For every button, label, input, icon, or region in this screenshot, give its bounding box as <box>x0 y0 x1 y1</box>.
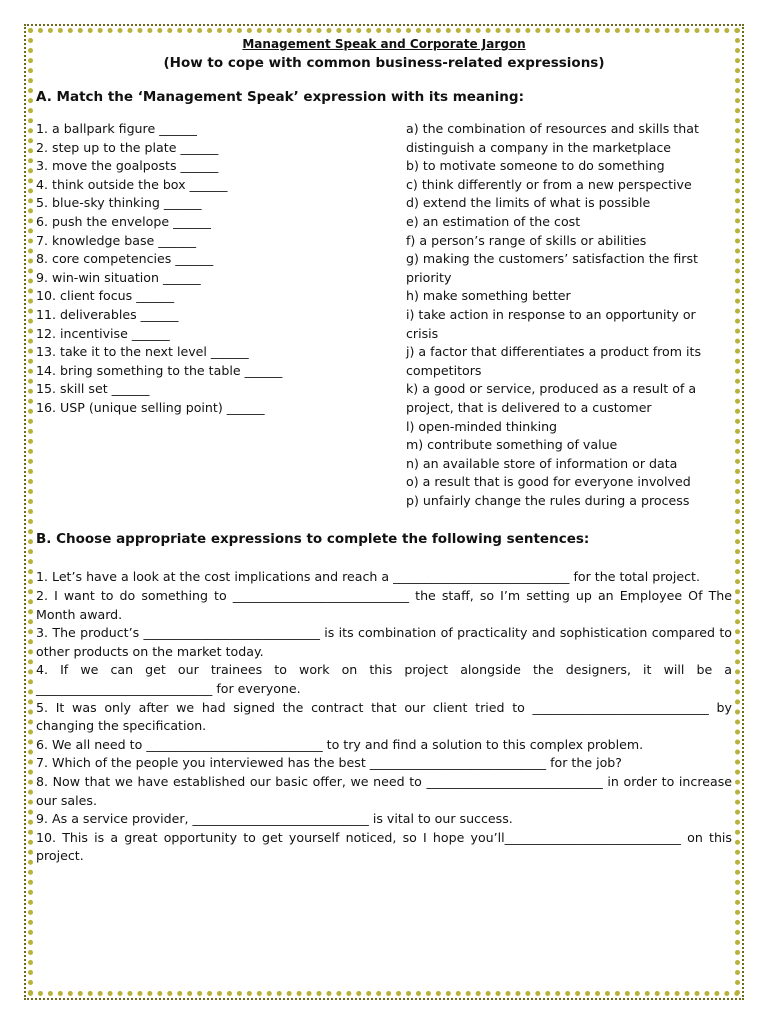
expression-item: 1. a ballpark figure ______ <box>36 121 197 136</box>
expression-item: 4. think outside the box ______ <box>36 176 228 192</box>
expression-item: 3. move the goalposts ______ <box>36 158 219 174</box>
sentence-item: 6. We all need to ____________________________ to try and find a solution to this complex problem. <box>36 736 644 752</box>
expression-item: 11. deliverables ______ <box>36 306 179 322</box>
meaning-item: j) a factor that differentiates a product from its competitors <box>406 344 702 378</box>
meaning-item: h) make something better <box>406 288 571 304</box>
meaning-item: i) take action in response to an opportunity or crisis <box>406 306 696 341</box>
meaning-item: d) extend the limits of what is possible <box>406 195 651 211</box>
sentence-item: 4. If we can get our trainees to work on this project alongside the designers, it will be a ____________________________ for everyone. <box>36 662 732 697</box>
expression-list <box>36 120 406 510</box>
sentence-item: 7. Which of the people you interviewed has the best ____________________________ for the job? <box>36 755 622 771</box>
meaning-list <box>406 120 728 510</box>
expression-item: 10. client focus ______ <box>36 288 175 304</box>
expression-item: 16. USP (unique selling point) ______ <box>36 399 265 415</box>
section-b-heading: B. Choose appropriate expressions to complete the following sentences: <box>36 531 590 548</box>
expression-item: 9. win-win situation ______ <box>36 269 201 285</box>
matching-exercise <box>36 120 732 510</box>
meaning-item: n) an available store of information or data <box>406 455 678 471</box>
sentence-item: 3. The product’s ____________________________ is its combination of practicality and sophistication compared to other products on the market today. <box>36 625 732 659</box>
section-a-heading: A. Match the ‘Management Speak’ expression with its meaning: <box>36 89 524 105</box>
meaning-item: b) to motivate someone to do something <box>406 158 665 174</box>
sentence-item: 2. I want to do something to ____________________________ the staff, so I’m setting up an Employee Of The Month award. <box>36 588 732 622</box>
expression-item: 2. step up to the plate ______ <box>36 139 219 155</box>
meaning-item: e) an estimation of the cost <box>406 213 581 229</box>
sentence-item: 8. Now that we have established our basic offer, we need to ____________________________ in order to increase our sales. <box>36 774 732 808</box>
meaning-item: c) think differently or from a new perspective <box>406 176 692 192</box>
meaning-item: p) unfairly change the rules during a process <box>406 492 690 508</box>
sentence-item: 10. This is a great opportunity to get yourself noticed, so I hope you’ll____________________________ on this project. <box>36 829 732 864</box>
expression-item: 12. incentivise ______ <box>36 325 170 341</box>
worksheet-subtitle: (How to cope with common business-related expressions) <box>163 55 605 71</box>
meaning-item: k) a good or service, produced as a result of a project, that is delivered to a customer <box>406 381 697 415</box>
meaning-item: o) a result that is good for everyone involved <box>406 474 691 490</box>
expression-item: 15. skill set ______ <box>36 381 150 397</box>
expression-item: 7. knowledge base ______ <box>36 232 197 248</box>
meaning-item: l) open-minded thinking <box>406 418 558 434</box>
meaning-item: f) a person’s range of skills or abilities <box>406 232 647 248</box>
meaning-item: m) contribute something of value <box>406 437 618 453</box>
sentence-item: 9. As a service provider, ____________________________ is vital to our success. <box>36 811 513 827</box>
worksheet <box>36 36 732 866</box>
expression-item: 6. push the envelope ______ <box>36 213 211 229</box>
expression-item: 8. core competencies ______ <box>36 251 214 267</box>
sentence-item: 5. It was only after we had signed the contract that our client tried to ____________________________ by changing the specification. <box>36 699 732 734</box>
expression-item: 5. blue-sky thinking ______ <box>36 195 202 211</box>
sentence-item: 1. Let’s have a look at the cost implications and reach a ____________________________ for the total project. <box>36 569 700 585</box>
expression-item: 14. bring something to the table ______ <box>36 362 283 378</box>
meaning-item: g) making the customers’ satisfaction the first priority <box>406 251 698 285</box>
meaning-item: a) the combination of resources and skills that distinguish a company in the marketplace <box>406 121 699 155</box>
worksheet-title: Management Speak and Corporate Jargon <box>242 37 526 51</box>
sentence-list <box>36 568 732 866</box>
expression-item: 13. take it to the next level ______ <box>36 344 249 360</box>
